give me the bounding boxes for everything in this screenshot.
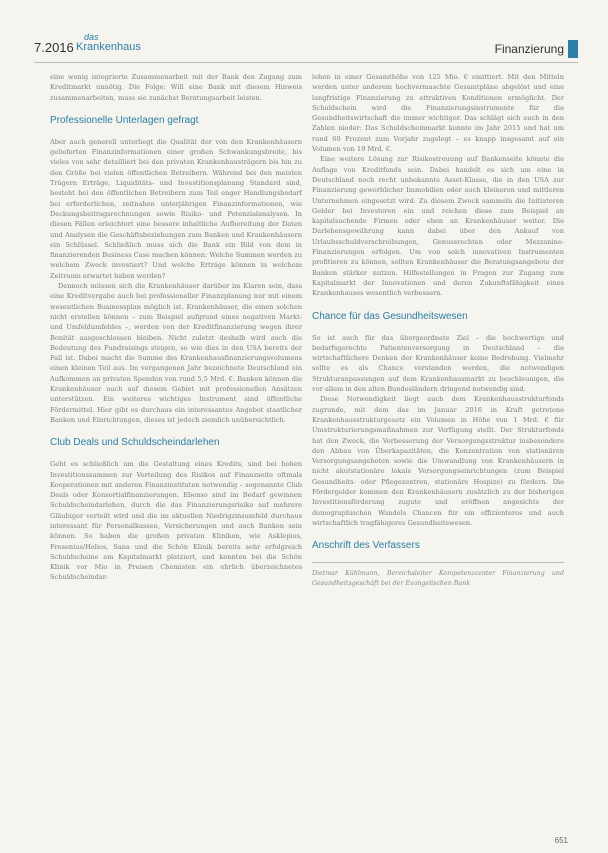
logo-name: Krankenhaus: [76, 41, 141, 53]
author-divider: [312, 562, 564, 563]
right-paragraph-3: So ist auch für das übergeordnete Ziel – die hochwertige und bedarfsgerechte Patientenversorgung in Deutschland – die wirtschaftlichere Denken der Krankenhäuser keine Bedrohung. Vielmehr sollte es als Chance verstanden werden, die notwendigen Strukturanpassungen auf dem Krankenhausmarkt zu beschleunigen, die vor allem in den alten Bundesländern dringend notwendig sind.: [312, 333, 564, 394]
section-tab-marker: [568, 40, 578, 58]
issue-number: 7.2016: [34, 40, 74, 55]
page-number: 651: [554, 836, 568, 845]
heading-author-address: Anschrift des Verfassers: [312, 540, 420, 552]
left-paragraph-4: Geht es schließlich um die Gestaltung eines Kredits, sind bei hohen Investitionssummen zur Verteilung des Risikos auf Finanzseite oftmals Kooperationen mit anderen Finanzinstituten notwendig – sogenannte Club Deals oder Konsortialfinanzierungen. Ebenso sind im Bedarf gewinnen Schuldscheindarlehen, durch die das Finanzierungsrisiko auf mehrere Gläubiger verteilt wird und die im aktuellen Niedrigzinsumfeld durchaus interessant für Personalkassen, Versicherungen und auch Banken sein können. So haben die großen privaten Kliniken, wie Asklepios, Fresenius/Helios, Sana und die Schön Klinik bereits sehr erfolgreich Schuldscheine am Kapitalmarkt platziert, und konnten bei die Schön Klinik vor Mio in Preisen Chemisten ein ehrlich überzeichnetes Schuldscheindar-: [50, 460, 302, 582]
right-paragraph-1: lehen in einer Gesamthöhe von 125 Mio. € emittiert. Mit den Mitteln werden unter anderem hochvermaschte Gesamtpläne abgelöst und eine langfristige Finanzierung zu attraktiven Konditionen ermöglicht. Der Schuldschein wird die Finanzierungsinstrumente für die Gesundheitswirtschaft die immer wichtiger. Das schlägt sich auch in den Zahlen nieder: Das Schuldscheinmarkt konnte im Jahr 2015 und hat um rund 60 Prozent zum Vorjahr zugelegt – es knapp insgesamt auf ein Volumen von 19 Mrd. €.: [312, 73, 564, 154]
left-paragraph-1: eine wenig integrierte Zusammenarbeit mit der Bank den Zugang zum Kreditmarkt unnötig. Die Folge: Will eine Bank mit diesem Hinweis zusammenarbeiten, muss sie zunächst Beratungsarbeit leisten.: [50, 73, 302, 102]
header-divider: [34, 62, 578, 63]
left-paragraph-3: Dennoch müssen sich die Krankenhäuser darüber im Klaren sein, dass eine Kreditvergabe auch bei professioneller Finanzplanung nur mit einem wesentlichen Businessplan möglich ist. Krankenhäuser, die einen solchen nicht erstellen können – zum Beispiel aufgrund eines negativen Markt- und Umfeldumfeldes –, werden von der Kreditfinanzierung wegen ihrer Bonität ausgeschlossen bleiben. Nicht zuletzt deshalb wird auch die Bedeutung des Fundraisings steigen, so wie dies in den USA bereits der Fall ist. Dabei macht die Summe des Krankenhausfinanzierungsvolumens einen kleinen Teil aus. Im vergangenen Jahr bezeichnete Deutschland ein Aufkommen an privaten Spenden von rund 5,5 Mrd. €. Banken können die Krankenhäuser auch auf diesem Gebiet mit professionellen Ansätzen unterstützen. Ein weiteres wichtiges Instrument sind öffentliche Fördermittel. Hier gibt es durchaus ein interessantes Angebot staatlicher Banken und Einrichtungen, dieses ist jedoch ziemlich unübersichtlich.: [50, 282, 302, 424]
right-column: [312, 72, 564, 589]
page-header: [34, 30, 578, 62]
left-paragraph-2: Aber auch generell unterliegt die Qualität der von den Krankenhäusern gelieferten Finanzinformationen einer großen Schwankungsbreite, bis vieles von sehr detailliert bei den privaten Krankenhausträgern bis hin zu den Größe bei vielen öffentlichen Betreibern. Während bei den meisten Trägern Erträge, Liquiditäts- und Investitionsplanung Standard sind, besteht bei den öffentlichen Betreibern zum Teil enger Handlungsbedarf bei erforderlichen, zeitnahen unterjährigen Finanzinformationen, wie Deckungsbeitragsrechnungen sowie Risiko- und Potenzialanalysen. In diesen Fällen erleichtert eine bessere inhaltliche Aufbereitung der Daten und Analysen die Geschäftsbeziehungen zum Banken und Krankenhäusern ein Schlüssel. Schließlich muss sich die Bank ein Bild von dem in finanzierenden Business Case machen können: Welche Summen werden zu welchem Zweck investiert? Und welche Erträge können in welchem Zeitraum erwartet haben werden?: [50, 137, 302, 280]
section-title: Finanzierung: [494, 42, 564, 56]
heading-chance-health-system: Chance für das Gesundheitswesen: [312, 310, 468, 322]
right-paragraph-4: Diese Notwendigkeit liegt auch dem Krankenhausstrukturfonds zugrunde, mit dem das im Januar 2016 in Kraft getretene Krankenhausstrukturgesetz ein Volumen in Höhe von 1 Mrd. € für Umstrukturierungsmaßnahmen zur Verfügung stellt. Der Strukturfonds hat den Zweck, die Verbesserung der Versorgungsstruktur insbesondere den Abbau von Überkapazitäten, die Konzentration von stationären Versorgungsangeboten sowie die Umwandlung von Krankenhäusern in nicht akutstationäre lokale Versorgungseinrichtungen (zum Beispiel Gesundheits- oder Pflegezentren, stationäre Hospize) zu fördern. Die Fördergelder kommen den Krankenhäusern zusätzlich zu der bisherigen Investitionsförderung zugute und eröffnen angesichts der demographischen Wandels Chancen für ein effizienteres und auch wirtschaftlich tragfähigeres Gesundheitswesen.: [312, 395, 564, 527]
journal-logo: [76, 32, 141, 52]
heading-professional-documents: Professionelle Unterlagen gefragt: [50, 114, 199, 126]
left-column: [50, 72, 302, 583]
author-info: Dietmar Kühlmann, Bereichsleiter Kompetenzcenter Finanzierung und Gesundheitsgeschäft bei der Evangelischen Bank: [312, 570, 564, 588]
heading-club-deals: Club Deals und Schuldscheindarlehen: [50, 437, 220, 449]
logo-das: das: [84, 32, 99, 42]
right-paragraph-2: Eine weitere Lösung zur Risikostreuung auf Bankenseite könnte die Auflage von Kreditfonds sein. Dabei handelt es sich um eine in Deutschland noch recht unbekannte Asset-Klasse, die in den USA zur Finanzierung gewerblicher Immobilien oder auch kleineren und mittleren Unternehmen eingesetzt wird. Zu diesem Zweck sammeln die Initiatoren Gelder bei Investoren ein und reichen diese zum Beispiel an kapitalsuchende Firmen oder eben an Krankenhäuser weiter. Die Darlehensgewährung kann dabei über den Ankauf von Urlaubsschuldverschreibungen, Genussrechten oder Mezzanine-Finanzierungen erfolgen. Um von solch innovativen Instrumenten profitieren zu können, sollten Krankenhäuser die Beratungsangebote der Banken stärker nutzen. Hilfestellungen in Fragen zur Zugang zum Kapitalmarkt der Innovationen und deren Zukunftsfähigkeit eines Krankenhauses wesentlich verbessern.: [312, 155, 564, 298]
